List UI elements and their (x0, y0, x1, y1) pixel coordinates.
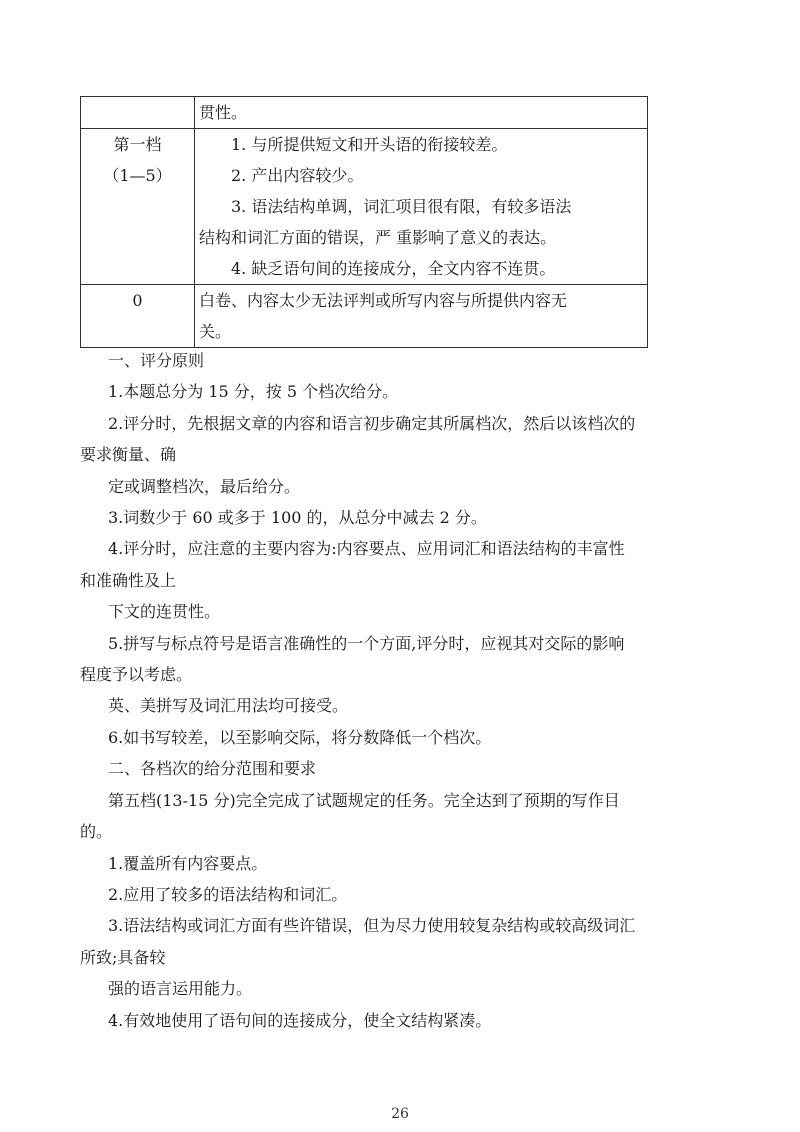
description-cell (195, 129, 648, 285)
grading-table (80, 96, 648, 348)
text-line: 3.语法结构或词汇方面有些许错误，但为尽力使用较复杂结构或较高级词汇 (108, 916, 636, 936)
text-line: 3.词数少于 60 或多于 100 的，从总分中减去 2 分。 (108, 508, 487, 528)
text-line: 1.本题总分为 15 分，按 5 个档次给分。 (108, 382, 399, 402)
level-cell (81, 129, 195, 285)
scoring-text (80, 345, 730, 1036)
level-range: （1—5） (103, 166, 172, 185)
level-title: 第一档 (113, 135, 162, 154)
table-row (81, 97, 648, 129)
cell-line: 关。 (199, 322, 232, 341)
text-line: 4.有效地使用了语句间的连接成分，使全文结构紧凑。 (108, 1010, 492, 1030)
cell-line: 2. 产出内容较少。 (231, 166, 364, 185)
cell-line: 1. 与所提供短文和开头语的衔接较差。 (231, 135, 508, 154)
text-line: 5.拼写与标点符号是语言准确性的一个方面,评分时，应视其对交际的影响 (108, 633, 625, 653)
text-line: 第五档(13-15 分)完全完成了试题规定的任务。完全达到了预期的写作目 (108, 790, 620, 810)
text-line: 强的语言运用能力。 (108, 979, 253, 999)
text-line: 程度予以考虑。 (80, 665, 193, 685)
description-cell (195, 97, 648, 129)
cell-line: 白卷、内容太少无法评判或所写内容与所提供内容无 (199, 291, 568, 310)
level-cell (81, 97, 195, 129)
table-row (81, 285, 648, 348)
text-line: 所致;具备较 (80, 947, 166, 967)
text-line: 英、美拼写及词汇用法均可接受。 (108, 696, 349, 716)
cell-line: 贯性。 (199, 103, 248, 122)
text-line: 和准确性及上 (80, 570, 177, 590)
text-line: 定或调整档次，最后给分。 (108, 476, 301, 496)
text-line: 2.应用了较多的语法结构和词汇。 (108, 884, 348, 904)
level-cell: 0 (81, 285, 195, 348)
section-heading: 一、评分原则 (108, 351, 205, 370)
page-number: 26 (391, 1106, 409, 1122)
cell-line: 3. 语法结构单调，词汇项目很有限，有较多语法 (231, 197, 572, 216)
text-line: 1.覆盖所有内容要点。 (108, 853, 268, 873)
description-cell (195, 285, 648, 348)
text-line: 2.评分时，先根据文章的内容和语言初步确定其所属档次，然后以该档次的 (108, 413, 636, 433)
cell-line: 结构和词汇方面的错误，严 重影响了意义的表达。 (199, 228, 557, 247)
cell-line: 4. 缺乏语句间的连接成分，全文内容不连贯。 (231, 259, 556, 278)
text-line: 的。 (80, 822, 113, 842)
text-line: 4.评分时，应注意的主要内容为:内容要点、应用词汇和语法结构的丰富性 (108, 539, 625, 559)
text-line: 6.如书写较差，以至影响交际，将分数降低一个档次。 (108, 727, 492, 747)
text-line: 下文的连贯性。 (108, 602, 221, 622)
text-line: 要求衡量、确 (80, 445, 177, 465)
section-heading: 二、各档次的给分范围和要求 (108, 759, 317, 779)
table-row (81, 129, 648, 285)
